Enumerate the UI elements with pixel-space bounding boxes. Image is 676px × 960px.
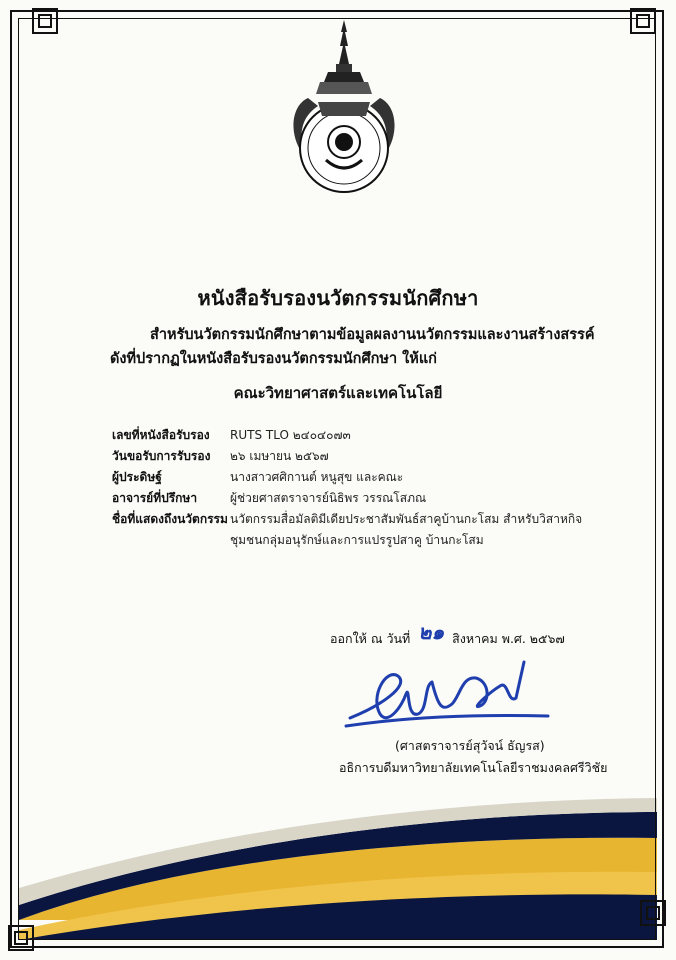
field-label: เลขที่หนังสือรับรอง — [112, 428, 210, 442]
field-label: อาจารย์ที่ปรึกษา — [112, 491, 198, 505]
issued-date — [330, 620, 565, 652]
corner-ornament-icon — [640, 900, 666, 926]
signer-title: อธิการบดีมหาวิทยาลัยเทคโนโลยีราชมงคลศรีวิชัย — [339, 760, 608, 775]
field-label: วันขอรับการรับรอง — [112, 449, 211, 463]
field-label: ผู้ประดิษฐ์ — [112, 470, 162, 484]
field-value: นางสาวศศิกานต์ หนูสุข และคณะ — [230, 470, 404, 484]
field-label: ชื่อที่แสดงถึงนวัตกรรม — [112, 512, 228, 526]
field-value-line-2: ชุมชนกลุ่มอนุรักษ์และการแปรรูปสาคู บ้านกะโสม — [230, 533, 484, 547]
signature-icon — [340, 656, 560, 736]
field-value: ผู้ช่วยศาสตราจารย์นิธิพร วรรณโสภณ — [230, 491, 427, 505]
corner-ornament-icon — [32, 8, 58, 34]
subtitle-line-1: สำหรับนวัตกรรมนักศึกษาตามข้อมูลผลงานนวัตกรรมและงานสร้างสรรค์ — [150, 327, 595, 343]
issued-suffix: สิงหาคม พ.ศ. ๒๕๖๗ — [452, 631, 565, 646]
corner-ornament-icon — [630, 8, 656, 34]
subtitle-line-2: ดังที่ปรากฏในหนังสือรับรองนวัตกรรมนักศึกษา ให้แก่ — [110, 351, 437, 367]
field-value: นวัตกรรมสื่อมัลติมีเดียประชาสัมพันธ์สาคูบ้านกะโสม สำหรับวิสาหกิจ — [230, 512, 583, 526]
issued-prefix: ออกให้ ณ วันที่ — [330, 631, 411, 646]
university-emblem-icon — [288, 18, 400, 218]
certificate-title: หนังสือรับรองนวัตกรรมนักศึกษา — [197, 286, 479, 310]
field-value: RUTS TLO ๒๔๐๔๐๗๓ — [230, 428, 351, 442]
recipient-name: คณะวิทยาศาสตร์และเทคโนโลยี — [233, 384, 443, 402]
field-value: ๒๖ เมษายน ๒๕๖๗ — [230, 449, 329, 463]
signer-name: (ศาสตราจารย์สุวัจน์ ธัญรส) — [395, 738, 545, 753]
corner-ornament-icon — [8, 925, 34, 951]
issued-day-handwritten: ๒๑ — [418, 620, 445, 644]
